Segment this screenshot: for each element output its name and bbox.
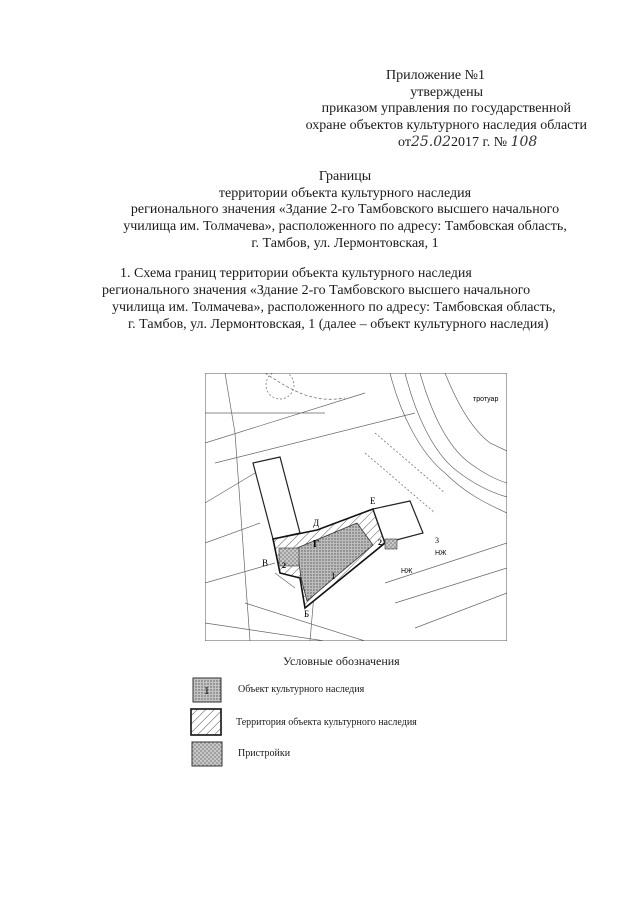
map-code-label: НЖ [401,568,413,575]
annex-extension [385,539,397,549]
date-handwritten: 25.02 [410,134,452,150]
doc-title-line-4: училища им. Толмачева», расположенного по адресу: Тамбовская область, [123,219,567,234]
area-label-2b: 2 [378,538,382,547]
point-label-b: Б [304,609,310,619]
order-date [398,134,537,151]
legend-label-object: Объект культурного наследия [238,684,365,695]
section-line-2: регионального значения «Здание 2-го Тамбовского высшего начального [102,283,531,298]
date-prefix: от [398,135,411,150]
section-line-3: училища им. Толмачева», расположенного по адресу: Тамбовская область, [112,300,556,315]
legend-swatch-object [192,677,222,703]
legend-swatch-annexes [191,741,223,767]
number-handwritten: 108 [510,134,538,150]
legend-object-mark: 1 [204,685,210,697]
doc-title-line-3: регионального значения «Здание 2-го Тамбовского высшего начального [130,202,560,217]
order-line-1: приказом управления по государственной [321,101,571,116]
map-street-label: тротуар [473,396,499,403]
point-label-e: Е [370,496,376,506]
legend-label-annexes: Пристройки [238,748,291,759]
section-line-1: 1. Схема границ территории объекта культурного наследия [120,266,472,281]
appendix-title: Приложение №1 [386,68,485,83]
legend-label-territory: Территория объекта культурного наследия [236,717,417,728]
map-code-label: НЖ [435,550,447,557]
boundary-map [205,373,507,641]
legend-swatch-territory [190,708,222,736]
order-line-2: охране объектов культурного наследия области [305,118,587,133]
point-label-d: Д [313,518,320,528]
section-line-4: г. Тамбов, ул. Лермонтовская, 1 (далее – объект культурного наследия) [128,317,549,332]
date-year: 2017 г. № [451,135,508,150]
doc-title-line-5: г. Тамбов, ул. Лермонтовская, 1 [251,236,439,251]
area-label-2: 2 [282,561,286,570]
point-label-g: Г [313,539,320,550]
doc-title: Границы [318,169,372,184]
point-label-v: В [262,558,269,568]
doc-title-line-2: территории объекта культурного наследия [218,186,472,201]
approved-text: утверждены [410,85,483,100]
area-label-3: 3 [435,536,439,545]
legend-title: Условные обозначения [283,654,400,668]
area-label-1: 1 [331,571,336,581]
